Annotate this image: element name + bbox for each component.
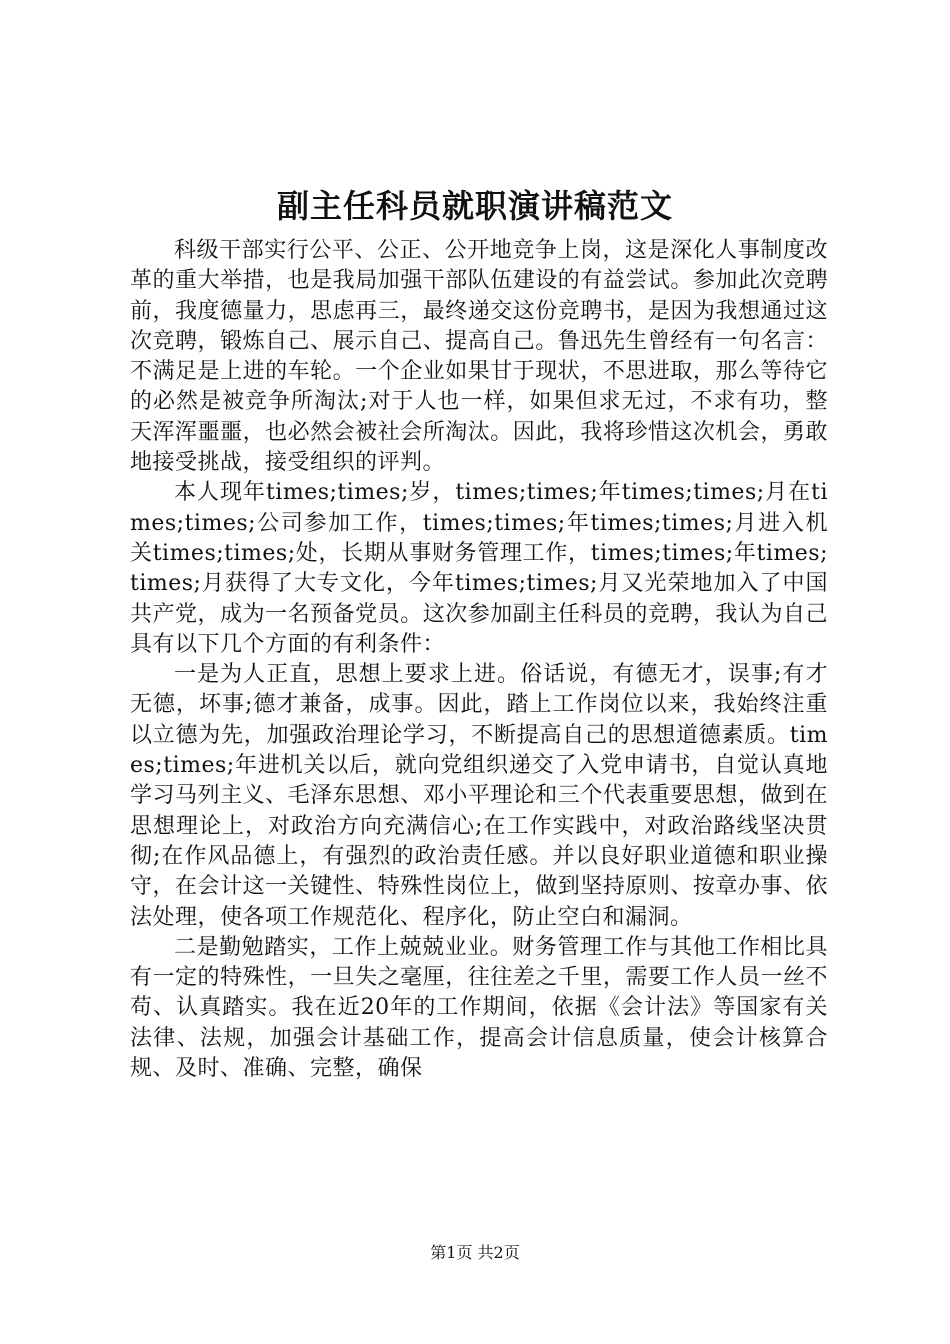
paragraph-2: 本人现年times;times;岁，times;times;年times;times;月在times;times;公司参加工作，times;times;年times;times;月进入机关times;times;处，长期从事财务管理工作，times;times;年times;times;月获得了大专文化，今年times;times;月又光荣地加入了中国共产党，成为一名预备党员。这次参加副主任科员的竞聘，我认为自己具有以下几个方面的有利条件： [130,480,828,657]
document-body [130,236,828,1084]
page-number-footer: 第1页 共2页 [430,1243,520,1262]
paragraph-4: 二是勤勉踏实，工作上兢兢业业。财务管理工作与其他工作相比具有一定的特殊性，一旦失之毫厘，往往差之千里，需要工作人员一丝不苟、认真踏实。我在近20年的工作期间，依据《会计法》等国家有关法律、法规，加强会计基础工作，提高会计信息质量，使会计核算合规、及时、准确、完整，确保 [130,934,828,1082]
paragraph-3: 一是为人正直，思想上要求上进。俗话说，有德无才，误事;有才无德，坏事;德才兼备，成事。因此，踏上工作岗位以来，我始终注重以立德为先，加强政治理论学习，不断提高自己的思想道德素质。times;times;年进机关以后，就向党组织递交了入党申请书，自觉认真地学习马列主义、毛泽东思想、邓小平理论和三个代表重要思想，做到在思想理论上，对政治方向充满信心;在工作实践中，对政治路线坚决贯彻;在作风品德上，有强烈的政治责任感。并以良好职业道德和职业操守，在会计这一关键性、特殊性岗位上，做到坚持原则、按章办事、依法处理，使各项工作规范化、程序化，防止空白和漏洞。 [130,662,828,930]
document-title: 副主任科员就职演讲稿范文 [276,187,673,225]
paragraph-1: 科级干部实行公平、公正、公开地竞争上岗，这是深化人事制度改革的重大举措，也是我局加强干部队伍建设的有益尝试。参加此次竞聘前，我度德量力，思虑再三，最终递交这份竞聘书，是因为我想通过这次竞聘，锻炼自己、展示自己、提高自己。鲁迅先生曾经有一句名言：不满足是上进的车轮。一个企业如果甘于现状，不思进取，那么等待它的必然是被竞争所淘汰;对于人也一样，如果但求无过，不求有功，整天浑浑噩噩，也必然会被社会所淘汰。因此，我将珍惜这次机会，勇敢地接受挑战，接受组织的评判。 [130,238,828,476]
